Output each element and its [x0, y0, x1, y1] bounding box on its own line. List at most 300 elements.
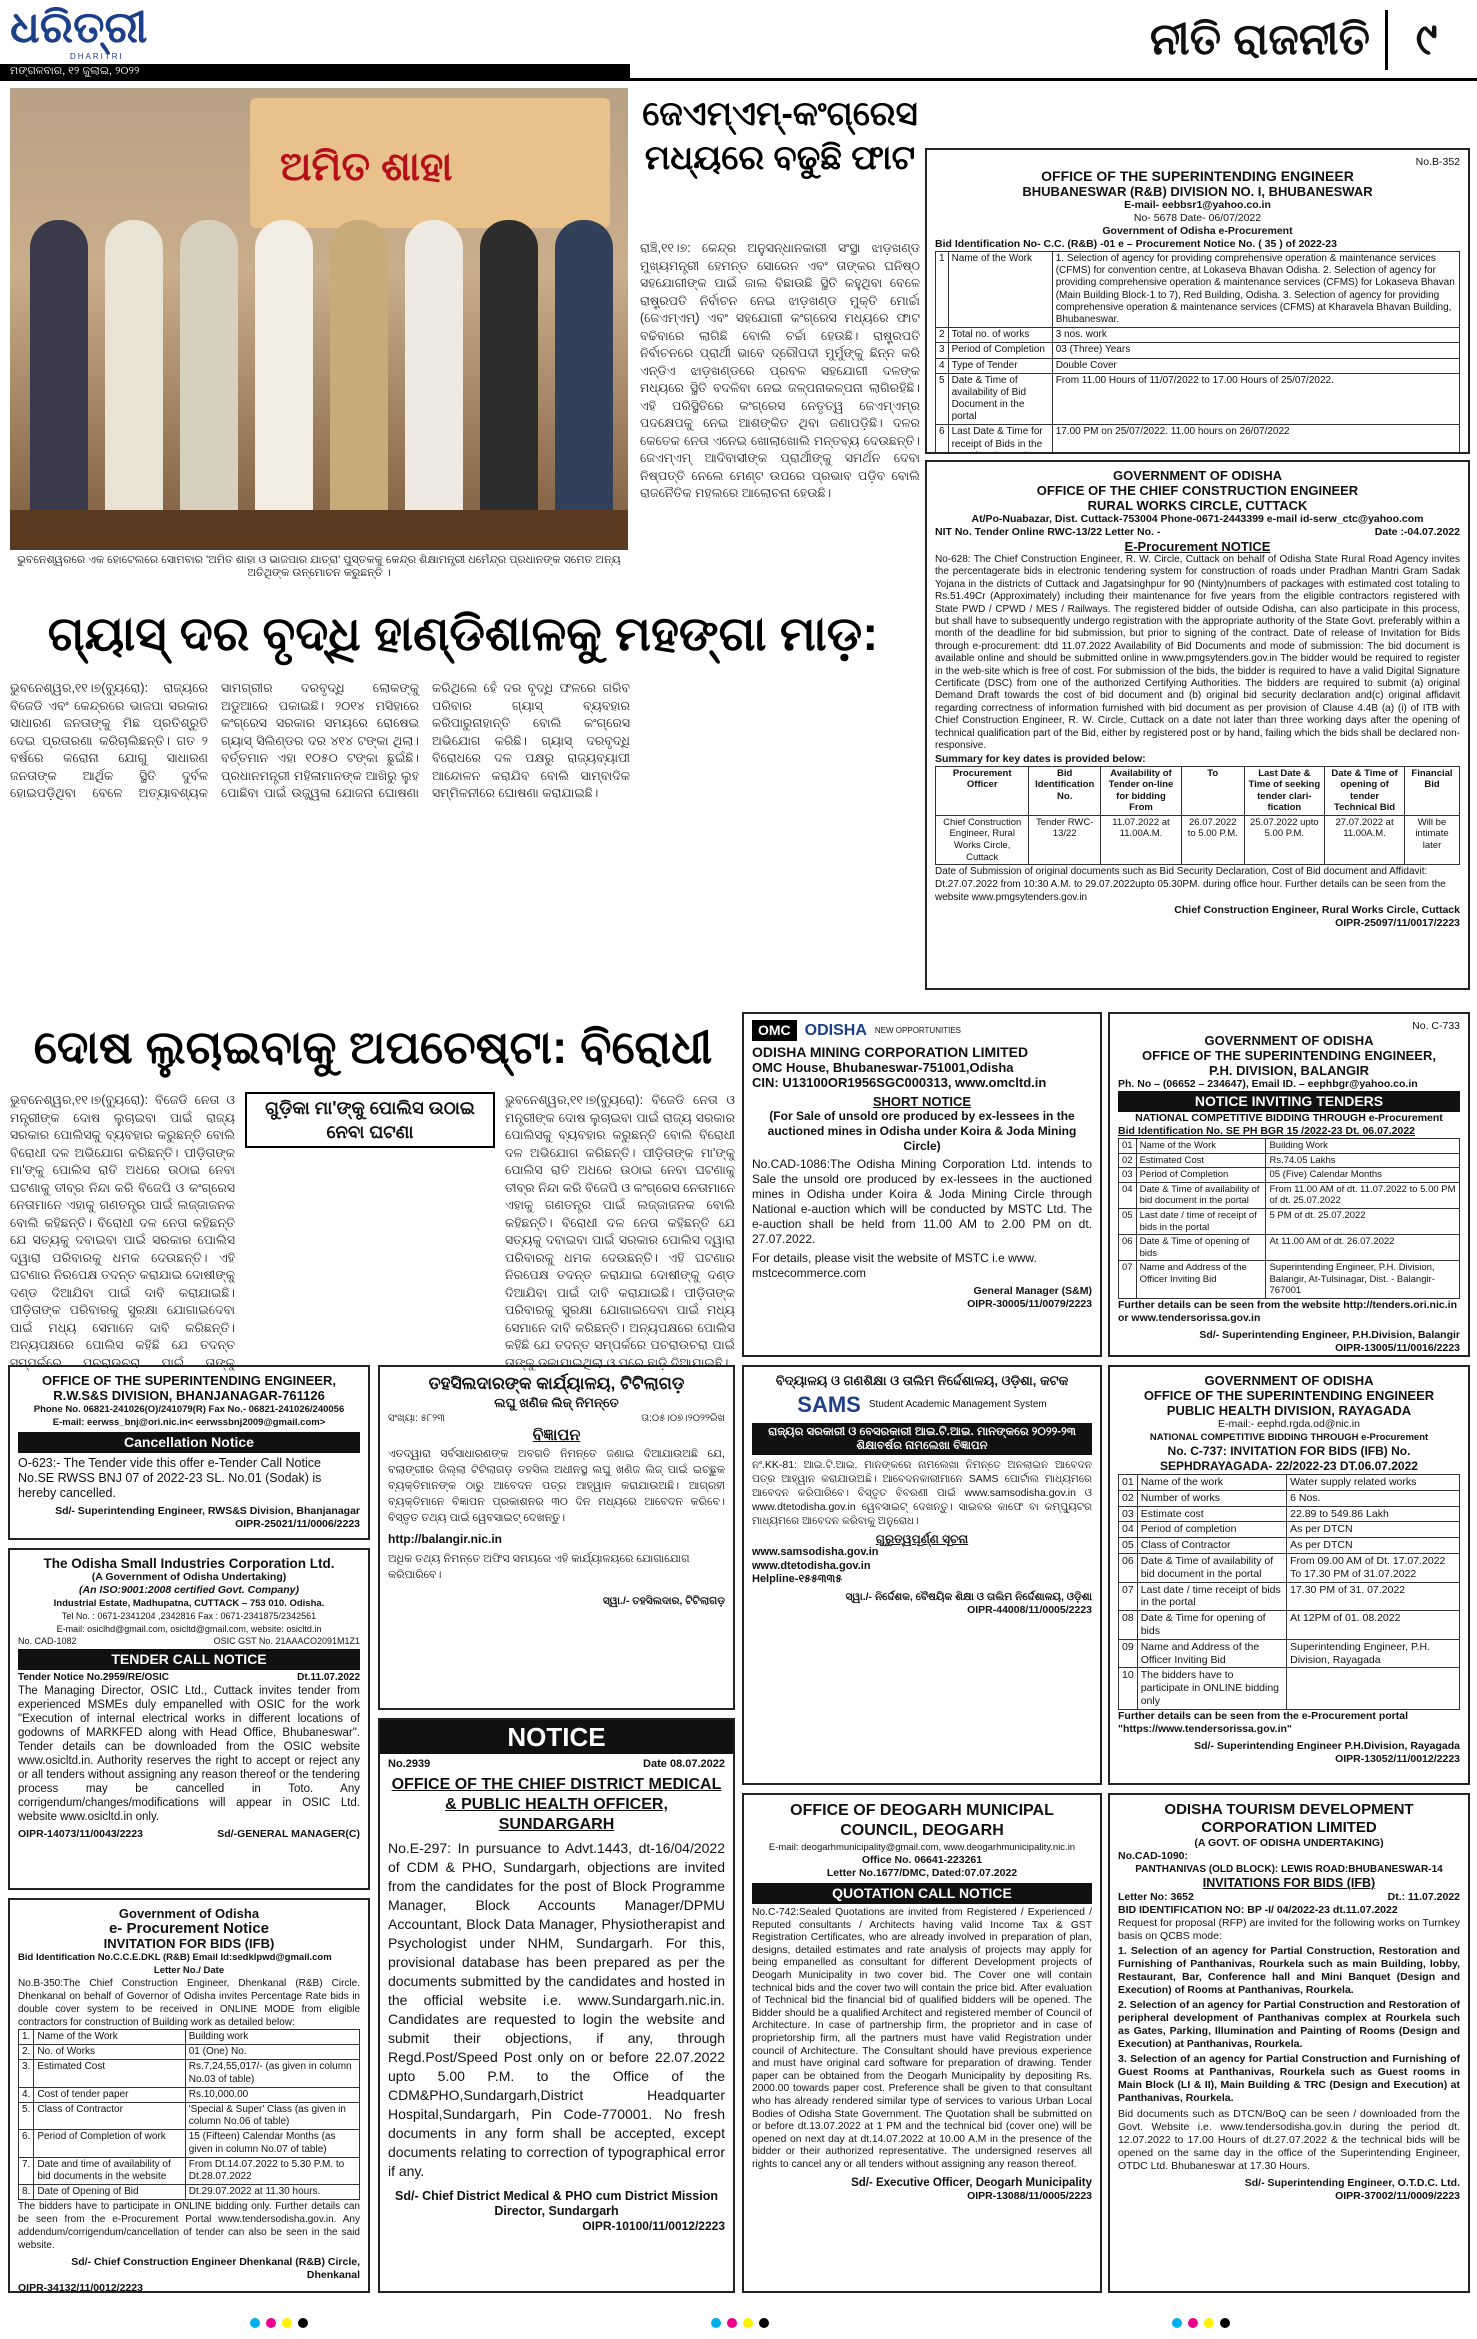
ad-cdmo-sundargarh	[378, 1718, 735, 2293]
ad-item: 1. Selection of an agency for Partial Construction, Restoration and Furnishing of Panthanivas, Rourkela such as main Building, lobby, Restaurant, Bar, Conference hall and Mini Banquet (Design and Execution) of Rooms at Panthanivas, Rourkela.	[1118, 1944, 1460, 1996]
story3-body-col2: ଭୁବନେଶ୍ୱର,୧୧।୭(ବ୍ୟୁରୋ): ବିଜେଡି ନେତା ଓ ମନ୍ତ୍ରୀଙ୍କ ଦୋଷ ଲୁଚାଇବା ପାଇଁ ରାଜ୍ୟ ସରକାର ପୋଲିସକୁ ବ୍ୟବହାର କରୁଛନ୍ତି ବୋଲି ବିରୋଧୀ ଦଳ ଅଭିଯୋଗ କରିଛନ୍ତି। ପୀଡ଼ିତାଙ୍କ ମା'ଙ୍କୁ ପୋଲିସ ରାତି ଅଧରେ ଉଠାଇ ନେବା ଘଟଣାକୁ ତୀବ୍ର ନିନ୍ଦା କରି ବିଜେପି ଓ କଂଗ୍ରେସ ନେତାମାନେ ଏହାକୁ ଗଣତନ୍ତ୍ର ପାଇଁ ଲଜ୍ଜାଜନକ ବୋଲି କହିଛନ୍ତି। ବିରୋଧୀ ଦଳ ନେତା କହିଛନ୍ତି ଯେ ସତ୍ୟକୁ ଦବାଇବା ପାଇଁ ସରକାର ପୋଲିସ ଦ୍ୱାରା ପରିବାରକୁ ଧମକ ଦେଉଛନ୍ତି। ଏହି ଘଟଣାର ନିରପେକ୍ଷ ତଦନ୍ତ କରାଯାଇ ଦୋଷୀଙ୍କୁ ଦଣ୍ଡ ଦିଆଯିବା ପାଇଁ ଦାବି କରାଯାଇଛି। ପୀଡ଼ିତାଙ୍କ ପରିବାରକୁ ସୁରକ୍ଷା ଯୋଗାଇଦେବା ପାଇଁ ମଧ୍ୟ ସେମାନେ ଦାବି କରିଛନ୍ତି। ଅନ୍ୟପକ୍ଷରେ ପୋଲିସ କହିଛି ଯେ ତଦନ୍ତ ସମ୍ପର୍କରେ ପଚରାଉଚରା ପାଇଁ ତାଙ୍କୁ ଡକାଯାଇଥିଲା ଓ ପରେ ଛାଡ଼ି ଦିଆଯାଇଛି।	[505, 1093, 735, 1370]
section-title: ନୀତି ରାଜନୀତି	[1149, 15, 1370, 64]
table-cell: 5.	[19, 2102, 34, 2129]
dateline: ମଙ୍ଗଳବାର, ୧୨ ଜୁଲାଇ, ୨୦୨୨	[0, 64, 630, 78]
table-cell: 05	[1119, 1208, 1137, 1234]
ad-title: INVITATION FOR BIDS (IFB)	[103, 1936, 275, 1951]
table-row	[1119, 1139, 1460, 1154]
ad-number: No.CAD-1090:	[1118, 1850, 1189, 1862]
ad-number: No. C-733	[1412, 1020, 1460, 1032]
table-row	[19, 2045, 360, 2060]
table-cell: Tender RWC-13/22	[1029, 815, 1101, 864]
ad-osic-tender	[8, 1548, 370, 1890]
ad-email: E-mail: eerwss_bnj@ori.nic.in< eerwssbnj2009@gmail.com>	[52, 1417, 326, 1428]
table-cell: Double Cover	[1052, 358, 1459, 373]
table-header: Procurement Officer	[936, 766, 1029, 815]
table-row	[19, 2185, 360, 2200]
table-cell: 7.	[19, 2157, 34, 2184]
table-cell: 15 (Fifteen) Calendar Months (as given in column No.07 of table)	[185, 2130, 359, 2157]
table-cell: 04	[1119, 1182, 1137, 1208]
ad-rural-works-circle	[925, 460, 1470, 990]
table-row	[19, 2157, 360, 2184]
table-cell: Date and time of availability of bid documents in the website	[34, 2157, 185, 2184]
ad-signature: Sd/- Superintending Engineer, RWS&S Division, Bhanjanagar	[55, 1505, 360, 1518]
ad-signature: Sd/- Superintending Engineer, O.T.D.C. Ltd.	[1244, 2176, 1460, 2189]
ad-title: GOVERNMENT OF ODISHA	[1204, 1033, 1374, 1048]
ad-ref: OIPR-30005/11/0079/2223	[967, 1297, 1092, 1310]
table-row	[1119, 1668, 1460, 1709]
ad-intro: Request for proposal (RFP) are invited for the following works on Turnkey basis on QCBS mode:	[1118, 1916, 1460, 1942]
ad-dhenkanal-ifb	[8, 1898, 370, 2293]
ad-ph-balangir	[1108, 1012, 1470, 1357]
table-cell: 1	[936, 252, 949, 328]
table-cell: Building work	[185, 2030, 359, 2045]
ad-item: 2. Selection of an agency for Partial Construction and Restoration of peripheral development of Panthanivas complex at Rourkela such as Gates, Parking, Illumination and Painting of Rooms (Design and Execution) at Panthanivas, Rourkela.	[1118, 1998, 1460, 2050]
ad-signature: General Manager (S&M)	[973, 1285, 1092, 1298]
ad-ref: OIPR-14073/11/0043/2223	[18, 1828, 143, 1841]
event-photo	[10, 88, 628, 550]
tender-table	[1118, 1474, 1460, 1710]
ad-title: The Odisha Small Industries Corporation Ltd.	[43, 1556, 335, 1571]
photo-banner-text: ଅମିତ ଶାହା	[280, 145, 453, 189]
photo-caption: ଭୁବନେଶ୍ୱରରେ ଏକ ହୋଟେଲରେ ସୋମବାର 'ଅମିତ ଶାହା ଓ ଭାଜପାର ଯାତ୍ରା' ପୁସ୍ତକକୁ କେନ୍ଦ୍ର ଶିକ୍ଷାମନ୍ତ୍ରୀ ଧର୍ମେନ୍ଦ୍ର ପ୍ରଧାନଙ୍କ ସମେତ ଅନ୍ୟ ଅତିଥିଙ୍କ ଉନ୍ମୋଚନ କରୁଛନ୍ତି ।	[17, 554, 621, 580]
table-cell: Rs.7,24,55,017/- (as given in column No.03 of table)	[185, 2060, 359, 2087]
table-row	[1119, 1153, 1460, 1168]
table-row	[936, 373, 1460, 425]
table-row	[1119, 1475, 1460, 1491]
table-cell: As per DTCN	[1287, 1522, 1460, 1538]
ad-phone: Office No. 06641-223261	[861, 1854, 983, 1866]
table-row	[936, 815, 1460, 864]
tender-table	[935, 251, 1460, 454]
table-cell: 27.07.2022 at 11.00A.M.	[1325, 815, 1405, 864]
table-cell: Name and Address of the Officer Inviting Bid	[1136, 1261, 1266, 1299]
table-cell: 05 (Five) Calendar Months	[1266, 1168, 1460, 1183]
ad-signature: Sd/- Executive Officer, Deogarh Municipality	[851, 2176, 1092, 2189]
table-cell: 02	[1119, 1490, 1138, 1506]
table-header: To	[1181, 766, 1244, 815]
ad-subheading: (For Sale of unsold ore produced by ex-lessees in the auctioned mines in Odisha under Koira & Joda Mining Circle)	[767, 1109, 1077, 1154]
ad-ref: OIPR-25021/11/0006/2223	[235, 1517, 360, 1530]
photo-person	[480, 220, 538, 520]
ad-ref: OIPR-37002/11/0009/2223	[1335, 2189, 1460, 2202]
table-cell: Rs.74.05 Lakhs	[1266, 1153, 1460, 1168]
ad-footer: The bidders have to participate in ONLINE bidding only. Further details can be seen from the e-Procurement Portal www.tendersodisha.gov.in. Any addendum/corrigendum/cancellation of tender can also be seen in the said website.	[18, 2201, 360, 2252]
ad-ref: OIPR-10100/11/0012/2223	[582, 2219, 725, 2234]
ad-cin: CIN: U13100OR1956SGC000313, www.omcltd.in	[752, 1075, 1047, 1091]
table-cell: 01 (One) No.	[185, 2045, 359, 2060]
table-cell: 10	[1119, 1668, 1138, 1709]
table-row	[19, 2130, 360, 2157]
ad-heading: QUOTATION CALL NOTICE	[752, 1883, 1092, 1904]
masthead-logo	[10, 4, 220, 64]
omc-logo: OMC	[752, 1020, 797, 1041]
ad-signature: Sd/- Superintending Engineer, P.H.Division, Balangir	[1199, 1329, 1460, 1342]
ad-title: PUBLIC HEALTH DIVISION, RAYAGADA	[1166, 1403, 1412, 1418]
table-cell: 07	[1119, 1582, 1138, 1611]
ad-phone: Ph. No – (06652 – 234647), Email ID. – eephbgr@yahoo.co.in	[1118, 1078, 1418, 1090]
ad-bid: Bid Identification No. SE PH BGR 15 /2022-23 Dt. 06.07.2022	[1118, 1125, 1416, 1138]
ad-heading: TENDER CALL NOTICE	[18, 1649, 360, 1670]
ad-subheading: NATIONAL COMPETITIVE BIDDING THROUGH e-Procurement	[1149, 1432, 1429, 1443]
ad-cad: No. CAD-1082	[18, 1636, 77, 1646]
table-cell: Total no. of works	[948, 328, 1052, 343]
sams-logo-sub: Student Academic Management System	[868, 1399, 1047, 1411]
table-cell: At 12PM of 01. 08.2022	[1287, 1611, 1460, 1640]
table-cell: 26.07.2022 to 5.00 P.M.	[1181, 815, 1244, 864]
ad-rb-division-tender	[925, 148, 1470, 454]
ad-website[interactable]: www.dtetodisha.gov.in	[752, 1559, 871, 1572]
ad-subtitle: ଲଘୁ ଖଣିଜ ଲିଜ୍ ନିମନ୍ତେ	[494, 1395, 619, 1410]
table-cell: Date & Time of opening of bids	[1136, 1235, 1266, 1261]
ad-email: E-mail: osiclhd@gmail.com, osicltd@gmail.com, website: osicltd.in	[56, 1624, 322, 1634]
ad-signature: ସ୍ୱା./- ତହସିଲଦାର, ଟିଟିଲାଗଡ଼	[602, 1594, 725, 1607]
ad-number: ସଂଖ୍ୟା: ୫୮୨୩	[388, 1413, 445, 1424]
table-row	[936, 425, 1460, 454]
ad-heading: NOTICE	[380, 1720, 733, 1754]
table-cell: Period of completion	[1137, 1522, 1286, 1538]
ad-bid: Bid Identification No.C.C.E.DKL (R&B) Email Id:sedklpwd@gmail.com	[18, 1952, 332, 1963]
ad-heading: ରାଜ୍ୟର ସରକାରୀ ଓ ବେସରକାରୀ ଆଇ.ଟି.ଆଇ. ମାନଙ୍କରେ ୨୦୨୨-୨୩ ଶିକ୍ଷାବର୍ଷର ନାମଲେଖା ବିଜ୍ଞାପନ	[752, 1423, 1092, 1455]
tender-table	[1118, 1138, 1460, 1299]
photo-person	[105, 220, 163, 520]
ad-rwss-cancellation	[8, 1365, 370, 1540]
table-cell: Estimate cost	[1137, 1506, 1286, 1522]
table-cell: As per DTCN	[1287, 1538, 1460, 1554]
photo-person	[180, 220, 238, 520]
ad-phone: Phone No. 06821-241026(O)/241079(R) Fax No.- 06821-241026/240056	[33, 1404, 345, 1415]
ad-email: E-mail: deogarhmunicipality@gmail.com, www.deogarhmunicipality.nic.in	[768, 1842, 1076, 1853]
ad-title: RURAL WORKS CIRCLE, CUTTACK	[1087, 498, 1308, 513]
table-cell: Name of the Work	[1136, 1139, 1266, 1154]
ad-title: OFFICE OF THE SUPERINTENDING ENGINEER,	[42, 1373, 336, 1388]
ad-website[interactable]: www.samsodisha.gov.in	[752, 1546, 879, 1559]
table-cell: Rs.10,000.00	[185, 2087, 359, 2102]
table-header: Availability of Tender on-line for bidding From	[1101, 766, 1182, 815]
table-header-row	[936, 766, 1460, 815]
table-row	[19, 2030, 360, 2045]
table-row	[1119, 1611, 1460, 1640]
table-cell: 4	[936, 358, 949, 373]
ad-address: OMC House, Bhubaneswar-751001,Odisha	[752, 1060, 1014, 1076]
table-cell: 5	[936, 373, 949, 425]
ad-item: 3. Selection of an agency for Partial Construction and Furnishing of Guest Rooms at Panthanivas, Rourkela such as Guest rooms in Main Block (LI & II), Main Building & TRC (Design and Execution) at Panthanivas, Rourkela.	[1118, 2052, 1460, 2104]
ad-footer: Further details can be seen from the e-Procurement portal "https://www.tendersorissa.gov.in"	[1118, 1709, 1408, 1735]
table-cell: 'Special & Super' Class (as given in column No.06 of table)	[185, 2102, 359, 2129]
table-row	[936, 358, 1460, 373]
ad-date: Dt.11.07.2022	[297, 1672, 360, 1684]
table-cell: Date & Time of availability of Bid Document in the portal	[948, 373, 1052, 425]
odisha-logo: ODISHA	[804, 1021, 867, 1039]
ad-title: OFFICE OF THE CHIEF CONSTRUCTION ENGINEER	[1036, 483, 1359, 498]
ad-title: ODISHA TOURISM DEVELOPMENT CORPORATION LIMITED	[1164, 1801, 1414, 1836]
table-cell: 05	[1119, 1538, 1138, 1554]
table-cell: Building Work	[1266, 1139, 1460, 1154]
ad-signature: Chief Construction Engineer, Rural Works Circle, Cuttack	[1174, 904, 1460, 917]
ad-iso: (An ISO:9001:2008 certified Govt. Company)	[79, 1584, 299, 1596]
photo-person	[330, 220, 388, 520]
story3-headline: ଦୋଷ ଲୁଚାଇବାକୁ ଅପଚେଷ୍ଟା: ବିରୋଧୀ	[33, 1021, 713, 1073]
table-cell: 5 PM of dt. 25.07.2022	[1266, 1208, 1460, 1234]
table-cell: 2.	[19, 2045, 34, 2060]
color-marks	[1172, 2318, 1230, 2334]
ad-title: GOVERNMENT OF ODISHA	[1112, 468, 1282, 483]
table-header: Financial Bid	[1404, 766, 1459, 815]
ad-letter: Letter No.1677/DMC, Dated:07.07.2022	[826, 1867, 1018, 1879]
table-cell: Number of works	[1137, 1490, 1286, 1506]
ad-footer: Date of Submission of original documents such as Bid Security Declaration, Cost of Bid document and Affidavit: Dt.27.07.2022 from 10:30 A.M. to 29.07.2022upto 05.30PM. during office hour. Further details can be seen from the website www.pmgsytenders.gov.in	[935, 866, 1446, 904]
table-cell: Will be intimate later	[1404, 815, 1459, 864]
table-cell: 08	[1119, 1611, 1138, 1640]
ad-important: ଗୁରୁତ୍ୱପୂର୍ଣ୍ଣ ସୂଚନା	[875, 1531, 969, 1546]
ad-body: No.B-350:The Chief Construction Engineer, Dhenkanal (R&B) Circle. Dhenkanal on behalf of Governor of Odisha invites Percentage Rate bids in double cover system to be received in ONLINE MODE from eligible contractors for construction of Building work as detailed below:	[18, 1978, 360, 2028]
table-cell: 2	[936, 328, 949, 343]
table-cell: 01	[1119, 1139, 1137, 1154]
ad-nit: NIT No. Tender Online RWC-13/22 Letter No. -	[935, 526, 1161, 538]
ad-body: No.CAD-1086:The Odisha Mining Corporation Ltd. intends to Sale the unsold ore produced by ex-lessees in the auctioned mines in Odisha under Koira & Joda Mining Circle through National e-auction which will be conducted by MSTC Ltd. The e-auction shall be held from 11.00 AM to 2.00 PM on dt. 27.07.2022.	[752, 1157, 1092, 1247]
ad-signature: Sd/-GENERAL MANAGER(C)	[217, 1828, 360, 1841]
logo-text: ଧରିତ୍ରୀ	[10, 4, 148, 53]
ad-title: OFFICE OF DEOGARH MUNICIPAL COUNCIL, DEOGARH	[790, 1802, 1054, 1839]
table-cell: Period of Completion	[1136, 1168, 1266, 1183]
table-cell: Date & Time for opening of bids	[1137, 1611, 1286, 1640]
ad-body2: For details, please visit the website of MSTC i.e www. mstcecommerce.com	[752, 1251, 1037, 1281]
ad-title: Government of Odisha	[118, 1906, 260, 1921]
ad-title: ତହସିଲଦାରଙ୍କ କାର୍ଯ୍ୟାଳୟ, ଟିଟିଲାଗଡ଼	[428, 1374, 685, 1393]
table-cell: Water supply related works	[1287, 1475, 1460, 1491]
logo-tagline: NEW OPPORTUNITIES	[874, 1025, 961, 1035]
table-row	[1119, 1522, 1460, 1538]
table-cell: 1. Selection of agency for providing comprehensive operation & maintenance services (CFMS) for convention centre, at Lokaseva Bhavan Odisha. 2. Selection of agency for providing comprehensive operation & maintenance services (CFMS) for Lokaseva Bhavan (Main Building Block-1 to 7), Red Building, Odisha. 3. Selection of agency for providing comprehensive operation & maintenance services (CFMS) at Kharavela Bhavan Building, Bhubaneswar.	[1052, 252, 1459, 328]
table-cell: 17.00 PM on 25/07/2022. 11.00 hours on 26/07/2022	[1052, 425, 1459, 454]
table-cell: Name of the Work	[34, 2030, 185, 2045]
story3-body-col1: ଭୁବନେଶ୍ୱର,୧୧।୭(ବ୍ୟୁରୋ): ବିଜେଡି ନେତା ଓ ମନ୍ତ୍ରୀଙ୍କ ଦୋଷ ଲୁଚାଇବା ପାଇଁ ରାଜ୍ୟ ସରକାର ପୋଲିସକୁ ବ୍ୟବହାର କରୁଛନ୍ତି ବୋଲି ବିରୋଧୀ ଦଳ ଅଭିଯୋଗ କରିଛନ୍ତି। ପୀଡ଼ିତାଙ୍କ ମା'ଙ୍କୁ ପୋଲିସ ରାତି ଅଧରେ ଉଠାଇ ନେବା ଘଟଣାକୁ ତୀବ୍ର ନିନ୍ଦା କରି ବିଜେପି ଓ କଂଗ୍ରେସ ନେତାମାନେ ଏହାକୁ ଗଣତନ୍ତ୍ର ପାଇଁ ଲଜ୍ଜାଜନକ ବୋଲି କହିଛନ୍ତି। ବିରୋଧୀ ଦଳ ନେତା କହିଛନ୍ତି ଯେ ସତ୍ୟକୁ ଦବାଇବା ପାଇଁ ସରକାର ପୋଲିସ ଦ୍ୱାରା ପରିବାରକୁ ଧମକ ଦେଉଛନ୍ତି। ଏହି ଘଟଣାର ନିରପେକ୍ଷ ତଦନ୍ତ କରାଯାଇ ଦୋଷୀଙ୍କୁ ଦଣ୍ଡ ଦିଆଯିବା ପାଇଁ ଦାବି କରାଯାଇଛି। ପୀଡ଼ିତାଙ୍କ ପରିବାରକୁ ସୁରକ୍ଷା ଯୋଗାଇଦେବା ପାଇଁ ମଧ୍ୟ ସେମାନେ ଦାବି କରିଛନ୍ତି। ଅନ୍ୟପକ୍ଷରେ ପୋଲିସ କହିଛି ଯେ ତଦନ୍ତ ସମ୍ପର୍କରେ ପଚରାଉଚରା ପାଇଁ ତାଙ୍କୁ	[10, 1093, 235, 1370]
table-cell: 06	[1119, 1235, 1137, 1261]
ad-address: At/Po-Nuabazar, Dist. Cuttack-753004 Phone-0671-2443399 e-mail id-serw_ctc@yahoo.com	[971, 513, 1424, 525]
logo-subtext: DHARITRI	[70, 52, 124, 61]
table-cell: 3.	[19, 2060, 34, 2087]
ad-date: ତା:୦୫।୦୭।୨୦୨୨ରିଖ	[641, 1413, 725, 1424]
ad-sams-iti	[742, 1365, 1102, 1785]
table-cell: 11.07.2022 at 11.00A.M.	[1101, 815, 1182, 864]
table-cell: 03	[1119, 1506, 1138, 1522]
table-header: Date & Time of opening of tender Technical Bid	[1325, 766, 1405, 815]
ad-body: ଏତଦ୍ୱାରା ସର୍ବସାଧାରଣଙ୍କ ଅବଗତି ନିମନ୍ତେ ଜଣାଇ ଦିଆଯାଉଅଛି ଯେ, ବଲାଙ୍ଗୀର ଜିଲ୍ଲା ଟିଟିଲାଗଡ଼ ତହସିଲ ଅଧୀନସ୍ଥ ଲଘୁ ଖଣିଜ ଲିଜ୍ ପାଇଁ ଇଚ୍ଛୁକ ବ୍ୟକ୍ତିମାନଙ୍କ ଠାରୁ ଆବେଦନ ପତ୍ର ଆହ୍ୱାନ କରାଯାଉଅଛି। ଆଗ୍ରହୀ ବ୍ୟକ୍ତିମାନେ ବିଜ୍ଞାପନ ପ୍ରକାଶନର ୩୦ ଦିନ ମଧ୍ୟରେ ଆବେଦନ କରିବେ। ବିସ୍ତୃତ ତଥ୍ୟ ପାଇଁ ୱେବସାଇଟ୍ ଦେଖନ୍ତୁ।	[388, 1448, 725, 1525]
story1-body: ରାଞ୍ଚି,୧୧।୭: କେନ୍ଦ୍ର ଅନୁସନ୍ଧାନକାରୀ ସଂସ୍ଥା ଝାଡ଼ଖଣ୍ଡ ମୁଖ୍ୟମନ୍ତ୍ରୀ ହେମନ୍ତ ସୋରେନ ଏବଂ ତାଙ୍କର ଘନିଷ୍ଠ ସହଯୋଗୀଙ୍କ ପାଇଁ ଜାଲ ବିଛାଉଛି ସ୍ଥିତି କହୁଥିବା ବେଳେ ରାଷ୍ଟ୍ରପତି ନିର୍ବାଚନ ନେଇ ଝାଡ଼ଖଣ୍ଡ ମୁକ୍ତି ମୋର୍ଚ୍ଚା (ଜେଏମ୍ଏମ୍) ଏବଂ ସହଯୋଗୀ କଂଗ୍ରେସ ମଧ୍ୟରେ ଫାଟ ବଢିବାରେ ଲାଗିଛି ବୋଲି ଚର୍ଚ୍ଚା ହେଉଛି। ରାଷ୍ଟ୍ରପତି ନିର୍ବାଚନରେ ପ୍ରାର୍ଥୀ ଭାବେ ଦ୍ରୌପଦୀ ମୁର୍ମୁଙ୍କୁ ଛିନ୍ନ କରି ଏନ୍‌ଡିଏ ଝାଡ଼ଖଣ୍ଡରେ ପ୍ରବଳ ସହଯୋଗୀ ଦଳଙ୍କ ମଧ୍ୟରେ ସ୍ଥିତି ବଦଳିବା ନେଇ ଜଳ୍ପନାକଳ୍ପନା ଲାଗିରହିଛି। ଏହି ପରିସ୍ଥିତିରେ କଂଗ୍ରେସ ନେତୃତ୍ୱ ଜେଏମ୍ଏମ୍‌ର ପଦକ୍ଷେପକୁ ନେଇ ଆଶଙ୍କିତ ଥିବା ଜଣାପଡ଼ିଛି। ଦଳର କେତେକ ନେତା ଏନେଇ ଖୋଲାଖୋଲି ମନ୍ତବ୍ୟ ଦେଉଛନ୍ତି। ଜେଏମ୍ଏମ୍ ଆଦିବାସୀଙ୍କ ପ୍ରାର୍ଥୀଙ୍କୁ ସମର୍ଥନ ଦେବା ନିଷ୍ପତ୍ତି ନେଲେ ମେଣ୍ଟ ଉପରେ ପ୍ରଭାବ ପଡ଼ିବ ବୋଲି ରାଜନୈତିକ ମହଲରେ ଆଲୋଚନା ହେଉଛି।	[640, 241, 920, 500]
photo-person	[555, 220, 613, 520]
table-cell: Class of Contractor	[34, 2102, 185, 2129]
ad-footer: Bid documents such as DTCN/BoQ can be seen / downloaded from the Govt. Website i.e. www.tendersodisha.gov.in during the period dt. 12.07.2022 to 17.00 Hours of dt.27.07.2022 & the technical bids will be opened on the same day in the office of the Superintending Engineer, OTDC Ltd. Bhubaneswar at 17.30 Hours.	[1118, 2107, 1460, 2172]
table-cell: Period of Completion	[948, 343, 1052, 358]
table-cell: Superintending Engineer, P.H. Division, Rayagada	[1287, 1639, 1460, 1668]
ad-heading: E-Procurement NOTICE	[1124, 539, 1271, 554]
ad-gst: OSIC GST No. 21AAACO2091M1Z1	[213, 1636, 360, 1646]
table-cell: Date & Time of availability of bid document in the portal	[1137, 1553, 1286, 1582]
ad-address: Industrial Estate, Madhupatna, CUTTACK – 753 010. Odisha.	[53, 1598, 325, 1609]
ad-title: OFFICE OF THE SUPERINTENDING ENGINEER	[1143, 1388, 1435, 1403]
table-row	[936, 343, 1460, 358]
table-cell: From 09.00 AM of Dt. 17.07.2022 To 17.30 PM of 31.07.2022	[1287, 1553, 1460, 1582]
ad-bid: Bid Identification No- C.C. (R&B) -01 e – Procurement Notice No. ( 35 ) of 2022-23	[935, 238, 1337, 250]
table-row	[1119, 1182, 1460, 1208]
ad-letter: No- 5678 Date- 06/07/2022	[1133, 212, 1262, 224]
ad-body: ନଂ.KK-81: ଆଇ.ଟି.ଆଇ. ମାନଙ୍କରେ ନାମଲେଖା ନିମନ୍ତେ ଅନଲାଇନ ଆବେଦନ ପତ୍ର ଆହ୍ୱାନ କରାଯାଉଅଛି। ଆବେଦନକାରୀମାନେ SAMS ପୋର୍ଟାଲ ମାଧ୍ୟମରେ ଆବେଦନ କରିପାରିବେ। ବିସ୍ତୃତ ବିବରଣୀ ପାଇଁ www.samsodisha.gov.in ଓ www.dtetodisha.gov.in ୱେବସାଇଟ୍ ଦେଖନ୍ତୁ। ସାଇବର କାଫେ ବା କମ୍ପ୍ୟୁଟର ମାଧ୍ୟମରେ ଆବେଦନ କରିବାକୁ ଅନୁରୋଧ।	[752, 1458, 1092, 1527]
ad-heading: SHORT NOTICE	[872, 1094, 972, 1110]
ad-heading: INVITATIONS FOR BIDS (IFB)	[1202, 1876, 1376, 1890]
table-cell: Dt.29.07.2022 at 11.30 hours.	[185, 2185, 359, 2200]
table-cell: 03	[1119, 1168, 1137, 1183]
table-cell: Date & Time of availability of bid document in the portal	[1136, 1182, 1266, 1208]
ad-summary-heading: Summary for key dates is provided below:	[935, 752, 1146, 765]
ad-title: P.H. DIVISION, BALANGIR	[1208, 1063, 1370, 1078]
table-cell: 17.30 PM of 31. 07.2022	[1287, 1582, 1460, 1611]
story1-headline: ଜେଏମ୍ଏମ୍-କଂଗ୍ରେସ ମଧ୍ୟରେ ବଢୁଛି ଫାଟ	[642, 95, 918, 177]
table-cell: The bidders have to participate in ONLINE bidding only	[1137, 1668, 1286, 1709]
table-cell: 8.	[19, 2185, 34, 2200]
table-header: Bid Identification No.	[1029, 766, 1101, 815]
table-cell: At 11.00 AM of dt. 26.07.2022	[1266, 1235, 1460, 1261]
table-cell: From 11.00 Hours of 11/07/2022 to 17.00 Hours of 25/07/2022.	[1052, 373, 1459, 425]
ad-letter: Letter No./ Date	[153, 1965, 225, 1976]
table-cell: From 11.00 AM of dt. 11.07.2022 to 5.00 PM of dt. 25.07.2022	[1266, 1182, 1460, 1208]
table-cell	[1287, 1668, 1460, 1709]
ad-otdc-ifb	[1108, 1793, 1470, 2293]
story3-subhead: ଗୁଡ଼ିକା ମା'ଙ୍କୁ ପୋଲିସ ଉଠାଇ ନେବା ଘଟଣା	[245, 1092, 495, 1148]
table-cell: 01	[1119, 1475, 1138, 1491]
ad-body2: ଅଧିକ ତଥ୍ୟ ନିମନ୍ତେ ଅଫିସ ସମୟରେ ଏହି କାର୍ଯ୍ୟାଳୟରେ ଯୋଗାଯୋଗ କରିପାରିବେ।	[388, 1552, 690, 1581]
ad-heading: ବିଜ୍ଞାପନ	[532, 1427, 581, 1445]
ad-deogarh-municipality	[742, 1793, 1102, 2293]
photo-person	[405, 220, 463, 520]
table-cell: 09	[1119, 1639, 1138, 1668]
table-header: Last Date & Time of seeking tender clari-fication	[1244, 766, 1325, 815]
ad-title: R.W.S&S DIVISION, BHANJANAGAR-761126	[53, 1388, 325, 1403]
table-cell: 22.89 to 549.86 Lakh	[1287, 1506, 1460, 1522]
print-registration-marks	[250, 2318, 1230, 2334]
table-row	[1119, 1261, 1460, 1299]
table-cell: Period of Completion of work	[34, 2130, 185, 2157]
ad-title: GOVERNMENT OF ODISHA	[1204, 1373, 1374, 1388]
ad-body: O-623:- The Tender vide this offer e-Tender Call Notice No.SE RWSS BNJ 07 of 2022-23 SL. No.01 (Sodak) is hereby cancelled.	[18, 1456, 322, 1501]
table-cell: Chief Construction Engineer, Rural Works Circle, Cuttack	[936, 815, 1029, 864]
ad-body: No-628: The Chief Construction Engineer, R. W. Circle, Cuttack on behalf of Odisha State Rural Road Agency invites the percentagerate bids in electronic tendering system for construction of roads under Pradhan Mantri Gram Sadak Yojana in the districts of Cuttack and Jagatsinghpur for 90 (Ninty)numbers of packages with estimated cost totaling to Rs.51.49Cr (Approximately) including their maintenance for five years from the eligible contractors registered with State PWD / CPWD / MES / Railways. The registered bidder of outside Odisha, can also participate in this process, but shall have to subsequently undergo registration with the appropriate authority of the State Govt. preferably within a month of the deadline for bid submission, but prior to signing of the contract. Date of release of Invitation for Bids through e-procurement: dtd 11.07.2022 Availability of Bid Documents and mode of submission: The bid document is available online and should be submitted online in www.pmgsytenders.gov.in The bidder would be required to register in the web-site which is free of cost. For submission of the bids, the bidder is required to have a valid Digital Signature Certificate (DSC) from one of the authorized Certifying Authorities. The bidders are required to submit (a) original Demand Draft towards the cost of bid document and (b) original bid security declaration and(c) original affidavit regarding correctness of information furnished with bid document as per provision of Clause 4.4B (a) (i) of ITB with Chief Construction Engineer, R. W. Circle, Cuttack on a date not later than three working days after the opening of technical qualification part of the Bid, either by registered post or by hand, failing which the bids shall be declared non-responsive.	[935, 554, 1460, 752]
table-row	[1119, 1639, 1460, 1668]
photo-stage	[10, 510, 628, 550]
table-cell: 4.	[19, 2087, 34, 2102]
ad-title: BHUBANESWAR (R&B) DIVISION NO. I, BHUBANESWAR	[1022, 184, 1373, 199]
ad-ph-rayagada	[1108, 1365, 1470, 1785]
table-cell: Name of the Work	[948, 252, 1052, 328]
ad-letter: Letter No: 3652	[1118, 1891, 1194, 1903]
ad-address: PANTHANIVAS (OLD BLOCK): LEWIS ROAD:BHUBANESWAR-14	[1135, 1864, 1443, 1875]
ad-date: Date 08.07.2022	[643, 1758, 725, 1770]
ad-email: E-mail:- eephd.rgda.od@nic.in	[1218, 1418, 1360, 1430]
masthead-rule	[0, 78, 1477, 81]
table-cell: 06	[1119, 1553, 1138, 1582]
table-row	[1119, 1490, 1460, 1506]
ad-tahasildar-titilagarh	[378, 1365, 735, 1710]
table-row	[1119, 1208, 1460, 1234]
ad-bid: BID IDENTIFICATION NO: BP -I/ 04/2022-23 dt.11.07.2022	[1118, 1903, 1398, 1916]
table-cell: Name of the work	[1137, 1475, 1286, 1491]
ad-signature: ସ୍ୱା./- ନିର୍ଦ୍ଦେଶକ, ବୈଷୟିକ ଶିକ୍ଷା ଓ ତାଲିମ ନିର୍ଦ୍ଦେଶାଳୟ, ଓଡ଼ିଶା	[845, 1590, 1092, 1603]
story2-headline: ଗ୍ୟାସ୍ ଦର ବୃଦ୍ଧି ହାଣ୍ଡିଶାଳକୁ ମହଙ୍ଗା ମାଡ଼:	[47, 608, 879, 661]
table-row	[1119, 1235, 1460, 1261]
table-cell: Last Date & Time for receipt of Bids in the	[948, 425, 1052, 454]
table-cell: Cost of tender paper	[34, 2087, 185, 2102]
ad-gov: Government of Odisha e-Procurement	[1102, 225, 1293, 237]
ad-heading: NOTICE INVITING TENDERS	[1118, 1091, 1460, 1112]
table-cell: 07	[1119, 1261, 1137, 1299]
ad-number: No. C-737: INVITATION FOR BIDS (IFB) No.	[1167, 1444, 1411, 1458]
table-row	[1119, 1506, 1460, 1522]
ad-tender-no: Tender Notice No.2959/RE/OSIC	[18, 1672, 169, 1684]
table-row	[936, 252, 1460, 328]
ad-omc-short-notice	[742, 1012, 1102, 1357]
table-row	[1119, 1168, 1460, 1183]
ad-signature: Sd/- Superintending Engineer P.H.Division, Rayagada	[1194, 1739, 1460, 1752]
photo-person	[30, 220, 88, 520]
tender-table	[18, 2029, 360, 2200]
table-cell: Type of Tender	[948, 358, 1052, 373]
ad-title: OFFICE OF THE SUPERINTENDING ENGINEER	[1041, 168, 1354, 184]
ad-helpline: Helpline-୧୫୫୩୩୫	[752, 1573, 843, 1586]
table-cell: 6.	[19, 2130, 34, 2157]
table-cell: 02	[1119, 1153, 1137, 1168]
ad-body: No.C-742:Sealed Quotations are invited from Registered / Experienced / Reputed consultants / Architects having valid Income Tax & GST Registration Certificates, who are already involved in preparation of plan, designs, detailed estimates and rate analysis of projects may apply for being empanelled as consultant for different Development projects of Deogarh Municipality in two cover bid. The Cover one will contain technical bids and the cover two will contain the price bid. After evaluation of Technical bid the financial bid of qualified bidders will be opened. The Bidder should be a qualified Architect and registered member of Council of Architecture. In case of partnership firm, the proprietor and in case of proprietorship firm, all the partners must have valid Registration under council of Architecture. The Consultant should have previous experience and must have original card software for preparation of drawing. Tender paper can be obtained from the Deogarh Municipality by depositing Rs. 2000.00 towards paper cost. Preference shall be given to that consultant who has already rendered similar type of services to various Urban Local Bodies of Odisha State Government. The Quotation shall be submitted on or before dt.13.07.2022 at 1 PM and the technical bid (cover one) will be opened on next day at dt.14.07.2022 at 10.00 A.M in the presence of the bidder or their authorized representative. The undersigned reserves all rights to cancel any or all tenders without assigning any reason thereof.	[752, 1907, 1092, 2170]
ad-phone: Tel No. : 0671-2341204 ,2342816 Fax : 0671-2341875/2342561	[61, 1611, 317, 1621]
table-cell: Date of Opening of Bid	[34, 2185, 185, 2200]
table-row	[936, 328, 1460, 343]
ad-title: OFFICE OF THE CHIEF DISTRICT MEDICAL & PUBLIC HEALTH OFFICER, SUNDARGARH	[391, 1776, 722, 1834]
ad-heading: Cancellation Notice	[18, 1432, 360, 1453]
ad-ref: OIPR-13052/11/0012/2223	[1335, 1752, 1460, 1765]
table-row	[19, 2087, 360, 2102]
table-cell: Estimated Cost	[1136, 1153, 1266, 1168]
ad-subtitle: (A Government of Odisha Undertaking)	[91, 1571, 287, 1583]
ad-title: ବିଦ୍ୟାଳୟ ଓ ଗଣଶିକ୍ଷା ଓ ତାଲିମ ନିର୍ଦ୍ଦେଶାଳୟ, ଓଡ଼ିଶା, କଟକ	[775, 1373, 1069, 1388]
photo-person	[255, 220, 313, 520]
ad-ref: OIPR-13005/11/0016/2223	[1335, 1341, 1460, 1354]
table-row	[1119, 1582, 1460, 1611]
table-row	[1119, 1553, 1460, 1582]
page-number: ୯	[1385, 10, 1465, 70]
table-row	[19, 2102, 360, 2129]
ad-number: No.2939	[388, 1758, 431, 1770]
ad-body: No.E-297: In pursuance to Advt.1443, dt-16/04/2022 of CDM & PHO, Sundargarh, objections are invited from the candidates for the post of Block Programme Manager, Block Accounts Manager/DPMU Accountant, Block Data Manager, Physiotherapist and Psychologist under NHM, Sundargarh. For this, provisional database has been prepared as per the documents submitted by the candidates and hosted in the official website i.e. www.Sundargarh.nic.in. Candidates are requested to login the website and submit their objections, if any, through Regd.Post/Speed Post only on or before 22.07.2022 upto 5.00 P.M. to the Office of the CDM&PHO,Sundargarh,District Headquarter Hospital,Sundargarh, Pin Code-770001. No fresh documents in any form shall be accepted, except documents relating to correction of typographical error if any.	[388, 1840, 725, 2180]
ad-date: Dt.: 11.07.2022	[1387, 1891, 1460, 1903]
ad-website[interactable]: http://balangir.nic.in	[388, 1532, 502, 1547]
ad-signature: Sd/- Chief District Medical & PHO cum District Mission Director, Sundargarh	[395, 2189, 718, 2219]
ad-email: E-mail- eebbsr1@yahoo.co.in	[1124, 199, 1271, 211]
ad-date: Date :-04.07.2022	[1374, 526, 1460, 538]
ad-ref: OIPR-34132/11/0012/2223	[18, 2281, 143, 2293]
table-cell: Superintending Engineer, P.H. Division, Balangir, At-Tulsinagar, Dist. - Balangir-767001	[1266, 1261, 1460, 1299]
table-cell: 25.07.2022 upto 5.00 P.M.	[1244, 815, 1325, 864]
table-cell: 6	[936, 425, 949, 454]
ad-subtitle: (A GOVT. OF ODISHA UNDERTAKING)	[1194, 1837, 1384, 1849]
table-cell: Class of Contractor	[1137, 1538, 1286, 1554]
color-marks	[250, 2318, 308, 2334]
table-cell: Last date / time receipt of bids in the portal	[1137, 1582, 1286, 1611]
table-cell: Last date / time of receipt of bids in the portal	[1136, 1208, 1266, 1234]
ad-ref: OIPR-25097/11/0017/2223	[1335, 916, 1460, 929]
story2-body: ଭୁବନେଶ୍ୱର,୧୧।୭(ବ୍ୟୁରୋ): ରାଜ୍ୟରେ ବିଜେଡି ଏବଂ କେନ୍ଦ୍ରରେ ଭାଜପା ସରକାର ସାଧାରଣ ଜନତାଙ୍କୁ ମିଛ ପ୍ରତିଶ୍ରୁତି ଦେଇ ପ୍ରତାରଣା କରିଚାଲିଛନ୍ତି। ଗତ ୨ ବର୍ଷରେ କରୋନା ଯୋଗୁ ସାଧାରଣ ଜନତାଙ୍କ ଆର୍ଥିକ ସ୍ଥିତି ଦୁର୍ବଳ ହୋଇପଡ଼ିଥିବା ବେଳେ ଅତ୍ୟାବଶ୍ୟକ ସାମଗ୍ରୀର ଦରବୃଦ୍ଧି ଲୋକଙ୍କୁ ଅଡୁଆରେ ପକାଇଛି। ୨୦୧୪ ମସିହାରେ କଂଗ୍ରେସ ସରକାର ସମୟରେ ରୋଷେଇ ଗ୍ୟାସ୍ ସିଲିଣ୍ଡର ଦର ୪୧୪ ଟଙ୍କା ଥିଲା। ବର୍ତ୍ତମାନ ଏହା ୧୦୫୦ ଟଙ୍କା ଛୁଇଁଛି। ପ୍ରଧାନମନ୍ତ୍ରୀ ମହିଳାମାନଙ୍କ ଆଖିରୁ ଲୁହ ପୋଛିବା ପାଇଁ ଉଜ୍ଜ୍ୱଳା ଯୋଜନା ଘୋଷଣା କରିଥିଲେ ହେଁ ଦର ବୃଦ୍ଧି ଫଳରେ ଗରିବ ପରିବାର ଗ୍ୟାସ୍ ବ୍ୟବହାର କରିପାରୁନାହାନ୍ତି ବୋଲି କଂଗ୍ରେସ ଅଭିଯୋଗ କରିଛି। ଗ୍ୟାସ୍ ଦରବୃଦ୍ଧି ବିରୋଧରେ ଦଳ ପକ୍ଷରୁ ରାଜ୍ୟବ୍ୟାପୀ ଆନ୍ଦୋଳନ କରାଯିବ ବୋଲି ସାମ୍ବାଦିକ ସମ୍ମିଳନୀରେ ଘୋଷଣା କରାଯାଇଛି।	[10, 681, 630, 800]
ad-subheading: NATIONAL COMPETITIVE BIDDING THROUGH e-Procurement	[1135, 1112, 1443, 1125]
table-cell: 6 Nos.	[1287, 1490, 1460, 1506]
table-row	[1119, 1538, 1460, 1554]
ad-footer: Further details can be seen from the website http://tenders.ori.nic.in or www.tendersorissa.gov.in	[1118, 1299, 1457, 1325]
